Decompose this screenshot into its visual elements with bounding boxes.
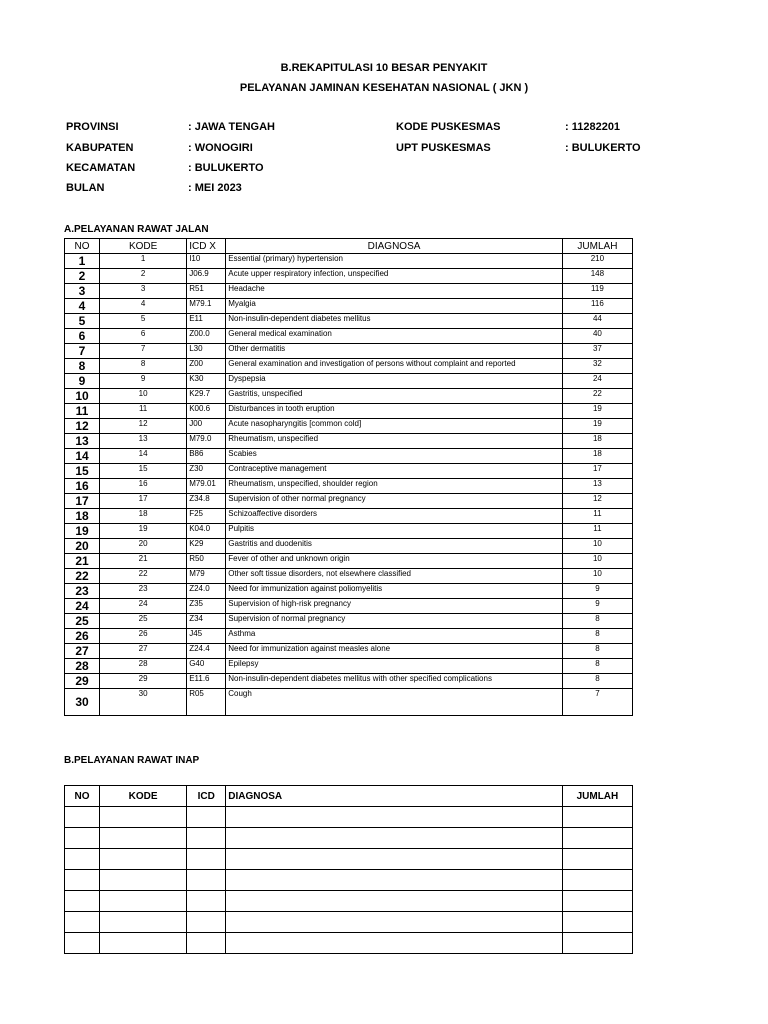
table-row xyxy=(65,389,633,404)
cell-kode: 15 xyxy=(100,464,187,479)
cell-kode xyxy=(100,828,187,849)
cell-no xyxy=(65,807,100,828)
cell-diagnosa xyxy=(226,828,563,849)
cell-jumlah: 210 xyxy=(562,254,632,269)
cell-icd: K30 xyxy=(187,374,226,389)
cell-icd: Z34 xyxy=(187,614,226,629)
cell-kode: 22 xyxy=(100,569,187,584)
cell-diagnosa: Rheumatism, unspecified xyxy=(226,434,563,449)
cell-no: 25 xyxy=(65,614,100,629)
kode-puskesmas-value: : 11282201 xyxy=(565,121,621,133)
cell-no: 13 xyxy=(65,434,100,449)
table-row xyxy=(65,629,633,644)
cell-diagnosa: Need for immunization against measles alone xyxy=(226,644,563,659)
kabupaten-label: KABUPATEN xyxy=(66,142,134,154)
cell-no: 5 xyxy=(65,314,100,329)
cell-jumlah: 119 xyxy=(562,284,632,299)
cell-diagnosa: Gastritis, unspecified xyxy=(226,389,563,404)
cell-icd: Z00.0 xyxy=(187,329,226,344)
header-icd: ICD X xyxy=(187,239,226,254)
cell-kode: 3 xyxy=(100,284,187,299)
cell-kode: 27 xyxy=(100,644,187,659)
table-row xyxy=(65,359,633,374)
cell-icd: Z35 xyxy=(187,599,226,614)
provinsi-label: PROVINSI xyxy=(66,121,119,133)
bulan-label: BULAN xyxy=(66,182,105,194)
cell-diagnosa: Asthma xyxy=(226,629,563,644)
cell-jumlah: 8 xyxy=(562,674,632,689)
table-row xyxy=(65,254,633,269)
header-jumlah: JUMLAH xyxy=(562,786,632,807)
cell-kode: 25 xyxy=(100,614,187,629)
cell-jumlah: 18 xyxy=(562,434,632,449)
cell-icd: J06.9 xyxy=(187,269,226,284)
cell-diagnosa: Schizoaffective disorders xyxy=(226,509,563,524)
cell-kode: 10 xyxy=(100,389,187,404)
cell-icd: J45 xyxy=(187,629,226,644)
cell-jumlah xyxy=(562,933,632,954)
cell-no xyxy=(65,891,100,912)
cell-kode: 2 xyxy=(100,269,187,284)
table-row xyxy=(65,539,633,554)
cell-icd xyxy=(187,849,226,870)
cell-jumlah: 116 xyxy=(562,299,632,314)
cell-icd: R51 xyxy=(187,284,226,299)
cell-no: 14 xyxy=(65,449,100,464)
cell-jumlah xyxy=(562,912,632,933)
cell-jumlah: 37 xyxy=(562,344,632,359)
table-row xyxy=(65,314,633,329)
cell-kode: 1 xyxy=(100,254,187,269)
cell-icd: Z34.8 xyxy=(187,494,226,509)
header-diagnosa: DIAGNOSA xyxy=(226,786,563,807)
table-row xyxy=(65,344,633,359)
cell-kode xyxy=(100,933,187,954)
cell-kode: 9 xyxy=(100,374,187,389)
cell-diagnosa xyxy=(226,849,563,870)
cell-no: 15 xyxy=(65,464,100,479)
cell-icd: G40 xyxy=(187,659,226,674)
table-row xyxy=(65,569,633,584)
cell-no: 1 xyxy=(65,254,100,269)
cell-no: 4 xyxy=(65,299,100,314)
cell-jumlah: 8 xyxy=(562,614,632,629)
cell-icd xyxy=(187,828,226,849)
table-row xyxy=(65,374,633,389)
empty-row xyxy=(65,807,633,828)
table-row xyxy=(65,674,633,689)
table-header-row xyxy=(65,239,633,254)
cell-no: 2 xyxy=(65,269,100,284)
cell-no: 12 xyxy=(65,419,100,434)
header-icd: ICD xyxy=(187,786,226,807)
cell-kode: 11 xyxy=(100,404,187,419)
cell-jumlah: 22 xyxy=(562,389,632,404)
cell-no: 20 xyxy=(65,539,100,554)
cell-icd xyxy=(187,891,226,912)
table-row xyxy=(65,419,633,434)
cell-kode: 19 xyxy=(100,524,187,539)
cell-kode: 16 xyxy=(100,479,187,494)
table-row xyxy=(65,584,633,599)
cell-kode xyxy=(100,912,187,933)
cell-no: 27 xyxy=(65,644,100,659)
cell-no: 30 xyxy=(65,689,100,716)
cell-jumlah: 8 xyxy=(562,644,632,659)
cell-diagnosa: Need for immunization against poliomyelitis xyxy=(226,584,563,599)
table-row xyxy=(65,659,633,674)
cell-diagnosa: Non-insulin-dependent diabetes mellitus with other specified complications xyxy=(226,674,563,689)
cell-no xyxy=(65,849,100,870)
report-subtitle: PELAYANAN JAMINAN KESEHATAN NASIONAL ( JKN ) xyxy=(239,82,529,94)
cell-no xyxy=(65,933,100,954)
table-row xyxy=(65,479,633,494)
cell-diagnosa: Cough xyxy=(226,689,563,716)
cell-jumlah: 11 xyxy=(562,509,632,524)
cell-no: 18 xyxy=(65,509,100,524)
table-row xyxy=(65,284,633,299)
cell-diagnosa xyxy=(226,933,563,954)
cell-diagnosa: Pulpitis xyxy=(226,524,563,539)
cell-jumlah xyxy=(562,891,632,912)
cell-jumlah: 40 xyxy=(562,329,632,344)
cell-diagnosa: Gastritis and duodenitis xyxy=(226,539,563,554)
table-row xyxy=(65,689,633,716)
cell-kode: 14 xyxy=(100,449,187,464)
cell-icd: Z24.4 xyxy=(187,644,226,659)
table-row xyxy=(65,644,633,659)
cell-jumlah: 24 xyxy=(562,374,632,389)
cell-no: 23 xyxy=(65,584,100,599)
cell-diagnosa: Other dermatitis xyxy=(226,344,563,359)
empty-row xyxy=(65,828,633,849)
upt-puskesmas-value: : BULUKERTO xyxy=(565,142,641,154)
cell-diagnosa: General examination and investigation of persons without complaint and reported xyxy=(226,359,563,374)
cell-kode: 13 xyxy=(100,434,187,449)
cell-no: 19 xyxy=(65,524,100,539)
cell-no: 28 xyxy=(65,659,100,674)
cell-kode: 5 xyxy=(100,314,187,329)
cell-kode: 6 xyxy=(100,329,187,344)
cell-icd: Z30 xyxy=(187,464,226,479)
cell-icd xyxy=(187,870,226,891)
kecamatan-label: KECAMATAN xyxy=(66,162,136,174)
cell-icd: E11 xyxy=(187,314,226,329)
cell-kode: 20 xyxy=(100,539,187,554)
table-row xyxy=(65,509,633,524)
header-kode: KODE xyxy=(100,786,187,807)
cell-diagnosa xyxy=(226,891,563,912)
cell-kode: 23 xyxy=(100,584,187,599)
header-no: NO xyxy=(65,786,100,807)
header-kode: KODE xyxy=(100,239,187,254)
cell-diagnosa: Dyspepsia xyxy=(226,374,563,389)
cell-diagnosa xyxy=(226,807,563,828)
cell-jumlah xyxy=(562,870,632,891)
cell-icd: Z00 xyxy=(187,359,226,374)
cell-no xyxy=(65,828,100,849)
cell-kode xyxy=(100,807,187,828)
rawat-inap-table xyxy=(64,785,633,954)
cell-icd xyxy=(187,807,226,828)
cell-jumlah: 9 xyxy=(562,584,632,599)
cell-diagnosa: Scabies xyxy=(226,449,563,464)
cell-diagnosa: Supervision of normal pregnancy xyxy=(226,614,563,629)
cell-no: 22 xyxy=(65,569,100,584)
cell-icd: K29 xyxy=(187,539,226,554)
kecamatan-value: : BULUKERTO xyxy=(188,162,264,174)
cell-kode: 30 xyxy=(100,689,187,716)
cell-jumlah: 19 xyxy=(562,404,632,419)
cell-no xyxy=(65,912,100,933)
header-diagnosa: DIAGNOSA xyxy=(226,239,563,254)
cell-no: 24 xyxy=(65,599,100,614)
cell-kode: 4 xyxy=(100,299,187,314)
cell-diagnosa: Essential (primary) hypertension xyxy=(226,254,563,269)
rawat-jalan-table xyxy=(64,238,633,716)
cell-icd: Z24.0 xyxy=(187,584,226,599)
table-row xyxy=(65,614,633,629)
cell-diagnosa: Supervision of high-risk pregnancy xyxy=(226,599,563,614)
cell-no: 9 xyxy=(65,374,100,389)
cell-jumlah xyxy=(562,807,632,828)
table-row xyxy=(65,524,633,539)
cell-no: 10 xyxy=(65,389,100,404)
cell-icd: M79.01 xyxy=(187,479,226,494)
table-row xyxy=(65,494,633,509)
cell-no: 16 xyxy=(65,479,100,494)
cell-jumlah: 8 xyxy=(562,659,632,674)
cell-diagnosa: Disturbances in tooth eruption xyxy=(226,404,563,419)
table-row xyxy=(65,449,633,464)
cell-jumlah xyxy=(562,849,632,870)
cell-icd xyxy=(187,912,226,933)
cell-no: 6 xyxy=(65,329,100,344)
table-row xyxy=(65,464,633,479)
section-a-title: A.PELAYANAN RAWAT JALAN xyxy=(64,224,209,235)
cell-icd: L30 xyxy=(187,344,226,359)
upt-puskesmas-label: UPT PUSKESMAS xyxy=(396,142,491,154)
table-row xyxy=(65,434,633,449)
cell-diagnosa xyxy=(226,870,563,891)
cell-kode: 18 xyxy=(100,509,187,524)
cell-jumlah xyxy=(562,828,632,849)
cell-diagnosa: Acute nasopharyngitis [common cold] xyxy=(226,419,563,434)
cell-jumlah: 148 xyxy=(562,269,632,284)
cell-jumlah: 7 xyxy=(562,689,632,716)
cell-no xyxy=(65,870,100,891)
cell-diagnosa: Epilepsy xyxy=(226,659,563,674)
cell-no: 26 xyxy=(65,629,100,644)
cell-kode xyxy=(100,849,187,870)
header-no: NO xyxy=(65,239,100,254)
cell-no: 21 xyxy=(65,554,100,569)
table-row xyxy=(65,599,633,614)
cell-kode xyxy=(100,891,187,912)
cell-kode: 29 xyxy=(100,674,187,689)
provinsi-value: : JAWA TENGAH xyxy=(188,121,275,133)
kabupaten-value: : WONOGIRI xyxy=(188,142,253,154)
empty-row xyxy=(65,870,633,891)
table-row xyxy=(65,269,633,284)
cell-no: 29 xyxy=(65,674,100,689)
cell-jumlah: 13 xyxy=(562,479,632,494)
cell-jumlah: 8 xyxy=(562,629,632,644)
cell-kode: 24 xyxy=(100,599,187,614)
cell-no: 3 xyxy=(65,284,100,299)
cell-diagnosa: Myalgia xyxy=(226,299,563,314)
cell-diagnosa: Other soft tissue disorders, not elsewhere classified xyxy=(226,569,563,584)
cell-jumlah: 11 xyxy=(562,524,632,539)
cell-no: 17 xyxy=(65,494,100,509)
cell-diagnosa: Contraceptive management xyxy=(226,464,563,479)
kode-puskesmas-label: KODE PUSKESMAS xyxy=(396,121,501,133)
cell-kode: 8 xyxy=(100,359,187,374)
cell-icd: M79.1 xyxy=(187,299,226,314)
cell-icd: R50 xyxy=(187,554,226,569)
cell-diagnosa: Non-insulin-dependent diabetes mellitus xyxy=(226,314,563,329)
table-row xyxy=(65,299,633,314)
cell-icd: K00.6 xyxy=(187,404,226,419)
cell-kode: 28 xyxy=(100,659,187,674)
section-b-title: B.PELAYANAN RAWAT INAP xyxy=(64,755,200,766)
cell-diagnosa: General medical examination xyxy=(226,329,563,344)
empty-row xyxy=(65,912,633,933)
cell-kode: 26 xyxy=(100,629,187,644)
cell-diagnosa xyxy=(226,912,563,933)
cell-icd: F25 xyxy=(187,509,226,524)
cell-icd: M79.0 xyxy=(187,434,226,449)
report-title: B.REKAPITULASI 10 BESAR PENYAKIT xyxy=(280,62,488,74)
cell-kode: 21 xyxy=(100,554,187,569)
cell-diagnosa: Rheumatism, unspecified, shoulder region xyxy=(226,479,563,494)
cell-jumlah: 18 xyxy=(562,449,632,464)
header-jumlah: JUMLAH xyxy=(562,239,632,254)
cell-icd: B86 xyxy=(187,449,226,464)
cell-jumlah: 9 xyxy=(562,599,632,614)
cell-no: 8 xyxy=(65,359,100,374)
cell-icd: M79 xyxy=(187,569,226,584)
cell-no: 7 xyxy=(65,344,100,359)
cell-jumlah: 12 xyxy=(562,494,632,509)
cell-icd: R05 xyxy=(187,689,226,716)
table-row xyxy=(65,329,633,344)
empty-row xyxy=(65,933,633,954)
cell-diagnosa: Headache xyxy=(226,284,563,299)
table-row xyxy=(65,554,633,569)
cell-kode: 17 xyxy=(100,494,187,509)
cell-jumlah: 44 xyxy=(562,314,632,329)
cell-icd: J00 xyxy=(187,419,226,434)
cell-jumlah: 10 xyxy=(562,539,632,554)
cell-diagnosa: Acute upper respiratory infection, unspecified xyxy=(226,269,563,284)
cell-diagnosa: Supervision of other normal pregnancy xyxy=(226,494,563,509)
cell-icd: K29.7 xyxy=(187,389,226,404)
cell-diagnosa: Fever of other and unknown origin xyxy=(226,554,563,569)
empty-row xyxy=(65,849,633,870)
cell-icd xyxy=(187,933,226,954)
cell-jumlah: 32 xyxy=(562,359,632,374)
cell-jumlah: 19 xyxy=(562,419,632,434)
table-row xyxy=(65,404,633,419)
bulan-value: : MEI 2023 xyxy=(188,182,242,194)
empty-row xyxy=(65,891,633,912)
table-header-row xyxy=(65,786,633,807)
cell-jumlah: 10 xyxy=(562,554,632,569)
cell-no: 11 xyxy=(65,404,100,419)
cell-icd: K04.0 xyxy=(187,524,226,539)
cell-kode: 7 xyxy=(100,344,187,359)
cell-icd: E11.6 xyxy=(187,674,226,689)
cell-icd: I10 xyxy=(187,254,226,269)
cell-jumlah: 17 xyxy=(562,464,632,479)
cell-jumlah: 10 xyxy=(562,569,632,584)
cell-kode xyxy=(100,870,187,891)
cell-kode: 12 xyxy=(100,419,187,434)
